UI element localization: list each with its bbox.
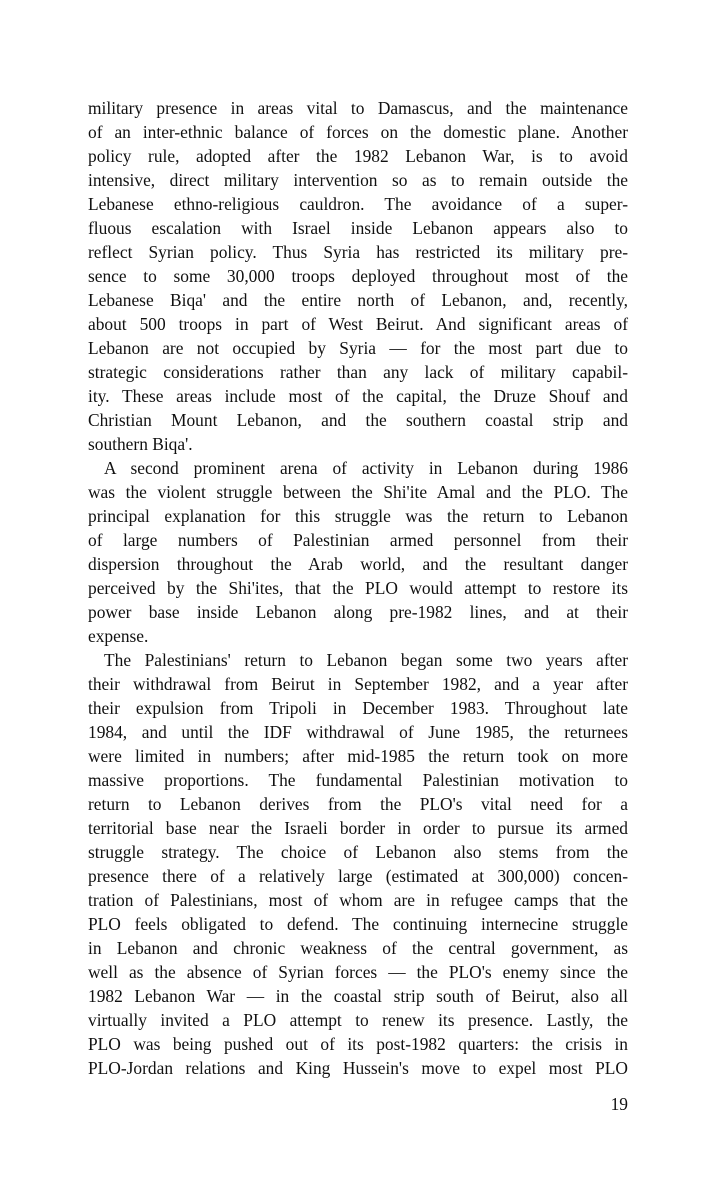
text-line: policy rule, adopted after the 1982 Lebanon War, is to avoid [88,146,628,166]
document-page [88,96,628,1186]
text-line: of an inter-ethnic balance of forces on the domestic plane. Another [88,122,628,142]
text-line: territorial base near the Israeli border in order to pursue its armed [88,818,628,838]
text-line: their withdrawal from Beirut in September 1982, and a year after [88,674,628,694]
text-line: principal explanation for this struggle was the return to Lebanon [88,506,628,526]
text-line: well as the absence of Syrian forces — the PLO's enemy since the [88,962,628,982]
text-line: perceived by the Shi'ites, that the PLO would attempt to restore its [88,578,628,598]
text-line: military presence in areas vital to Damascus, and the maintenance [88,98,628,118]
text-line: southern Biqa'. [88,434,193,454]
text-line: fluous escalation with Israel inside Lebanon appears also to [88,218,628,238]
text-line: A second prominent arena of activity in Lebanon during 1986 [104,458,628,478]
text-line: PLO feels obligated to defend. The continuing internecine struggle [88,914,628,934]
text-line: reflect Syrian policy. Thus Syria has restricted its military pre- [88,242,628,262]
text-line: PLO-Jordan relations and King Hussein's move to expel most PLO [88,1058,628,1078]
text-line: Lebanese ethno-religious cauldron. The avoidance of a super- [88,194,628,214]
text-line: ity. These areas include most of the capital, the Druze Shouf and [88,386,628,406]
text-line: PLO was being pushed out of its post-1982 quarters: the crisis in [88,1034,628,1054]
text-line: dispersion throughout the Arab world, and the resultant danger [88,554,628,574]
text-line: return to Lebanon derives from the PLO's vital need for a [88,794,628,814]
text-line: in Lebanon and chronic weakness of the central government, as [88,938,628,958]
text-line: expense. [88,626,149,646]
text-line: Christian Mount Lebanon, and the southern coastal strip and [88,410,628,430]
text-line: presence there of a relatively large (estimated at 300,000) concen- [88,866,628,886]
text-line: 1984, and until the IDF withdrawal of June 1985, the returnees [88,722,628,742]
text-line: about 500 troops in part of West Beirut. And significant areas of [88,314,628,334]
text-line: struggle strategy. The choice of Lebanon also stems from the [88,842,628,862]
text-line: of large numbers of Palestinian armed personnel from their [88,530,628,550]
text-line: was the violent struggle between the Shi'ite Amal and the PLO. The [88,482,628,502]
text-line: The Palestinians' return to Lebanon began some two years after [104,650,628,670]
text-line: Lebanese Biqa' and the entire north of Lebanon, and, recently, [88,290,628,310]
text-line: strategic considerations rather than any lack of military capabil- [88,362,628,382]
text-line: massive proportions. The fundamental Palestinian motivation to [88,770,628,790]
text-line: power base inside Lebanon along pre-1982 lines, and at their [88,602,628,622]
page-number: 19 [610,1094,628,1114]
text-line: virtually invited a PLO attempt to renew its presence. Lastly, the [88,1010,628,1030]
text-line: Lebanon are not occupied by Syria — for the most part due to [88,338,628,358]
text-line: were limited in numbers; after mid-1985 the return took on more [88,746,628,766]
paragraph-2 [88,456,628,648]
paragraph-1 [88,96,628,456]
paragraph-3 [88,648,628,1080]
text-line: tration of Palestinians, most of whom are in refugee camps that the [88,890,628,910]
text-line: intensive, direct military intervention so as to remain outside the [88,170,628,190]
text-line: 1982 Lebanon War — in the coastal strip south of Beirut, also all [88,986,628,1006]
text-line: their expulsion from Tripoli in December 1983. Throughout late [88,698,628,718]
text-line: sence to some 30,000 troops deployed throughout most of the [88,266,628,286]
